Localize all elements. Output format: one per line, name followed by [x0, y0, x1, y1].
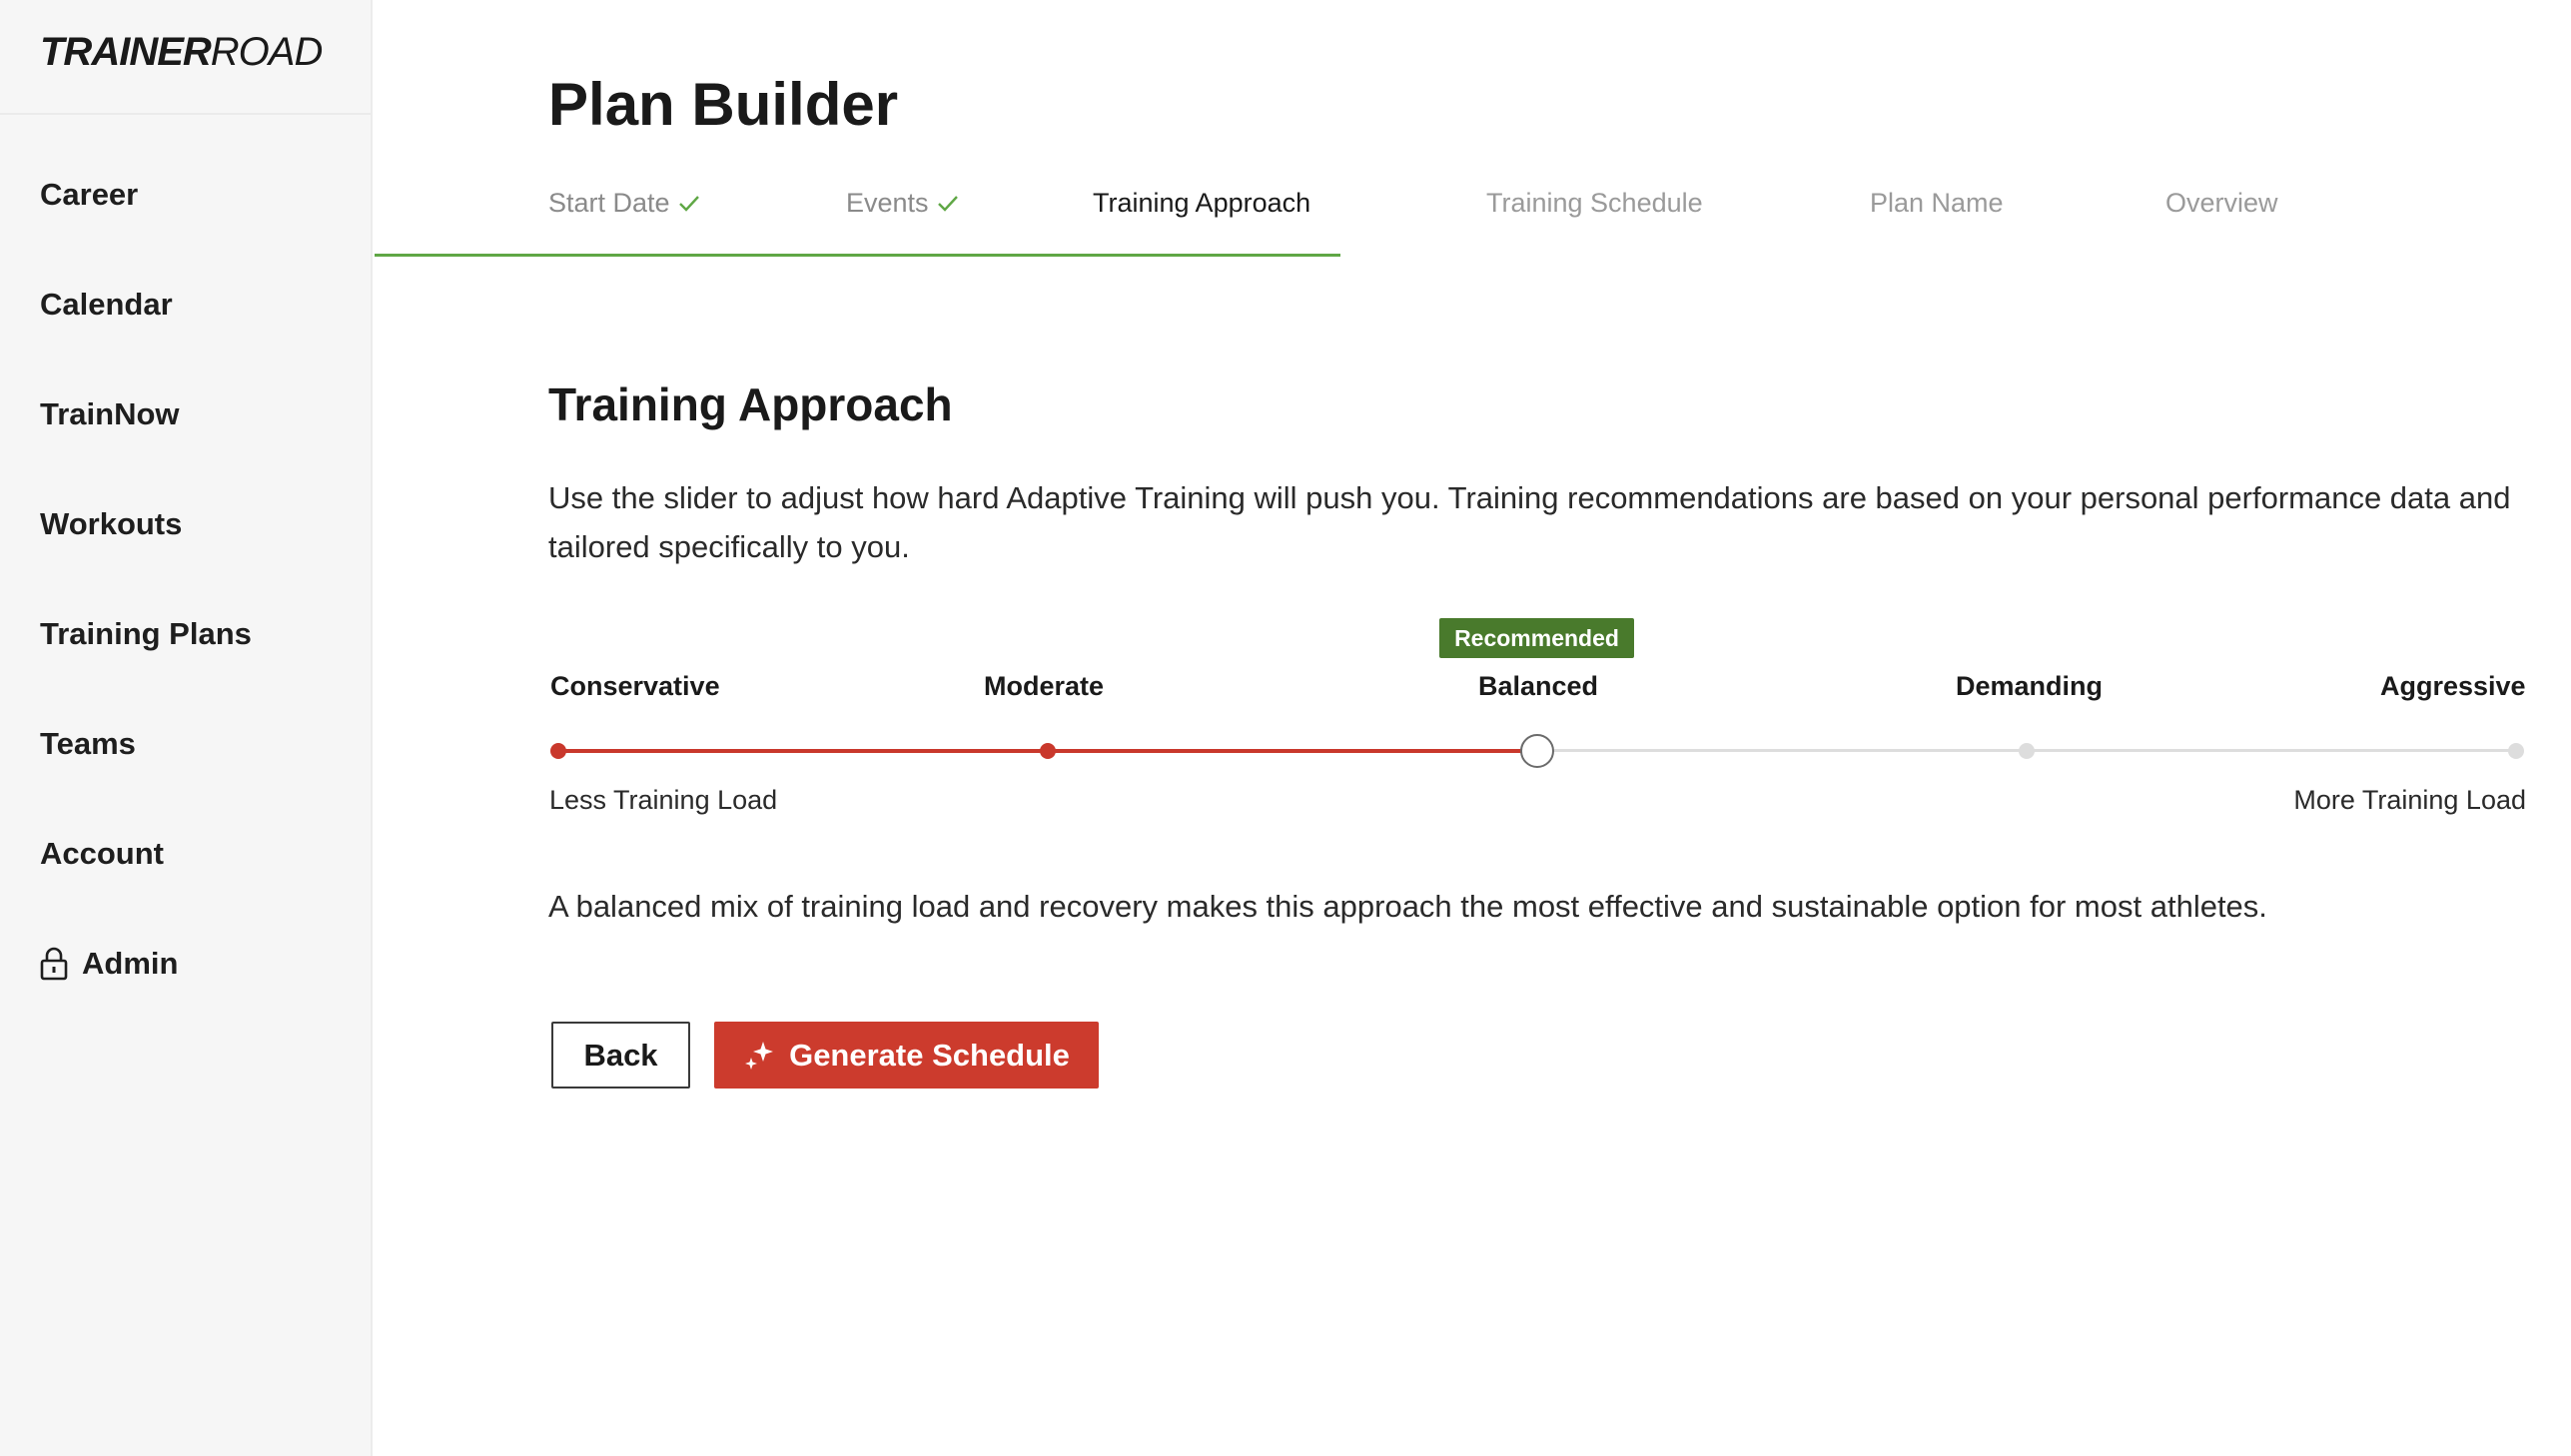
steps-progress-bar: [375, 254, 1340, 257]
check-icon: [937, 194, 959, 214]
slider-thumb[interactable]: [1520, 734, 1554, 768]
lock-icon: [40, 947, 68, 981]
sidebar-item-training-plans[interactable]: [0, 579, 371, 689]
generate-schedule-label: Generate Schedule: [789, 1037, 1070, 1073]
section-description: Use the slider to adjust how hard Adaptive Training will push you. Training recommendations are based on your personal performance data and tailored specifically to you.: [548, 480, 2511, 564]
sparkle-icon: [743, 1039, 777, 1073]
sidebar-item-label: Career: [40, 177, 139, 212]
slider-stop-demanding[interactable]: [2019, 743, 2035, 759]
step-overview[interactable]: [2165, 188, 2278, 219]
section-title: Training Approach: [548, 378, 953, 430]
slider-stop-conservative[interactable]: [550, 743, 566, 759]
slider-min-label: Less Training Load: [549, 785, 778, 815]
sidebar-item-label: Calendar: [40, 287, 173, 322]
slider-stop-aggressive[interactable]: [2508, 743, 2524, 759]
selected-approach-description: A balanced mix of training load and recovery makes this approach the most effective and sustainable option for most athletes.: [548, 889, 2267, 924]
sidebar-item-label: Account: [40, 836, 164, 871]
sidebar-item-label: Admin: [82, 946, 179, 981]
sidebar-item-teams[interactable]: [0, 689, 371, 799]
sidebar-item-trainnow[interactable]: [0, 360, 371, 469]
logo-light-text: ROAD: [210, 30, 323, 74]
slider-stop-moderate[interactable]: [1040, 743, 1056, 759]
plan-builder-steps: [375, 180, 2571, 260]
slider-max-label: More Training Load: [2293, 785, 2526, 815]
step-label: Training Approach: [1093, 188, 1311, 218]
generate-schedule-button[interactable]: [714, 1022, 1099, 1089]
sidebar-item-label: TrainNow: [40, 396, 180, 431]
level-label-moderate[interactable]: Moderate: [984, 671, 1105, 701]
level-label-conservative[interactable]: Conservative: [550, 671, 720, 701]
trainerroad-logo[interactable]: [40, 30, 322, 80]
sidebar-item-workouts[interactable]: [0, 469, 371, 579]
logo-divider: [0, 113, 371, 115]
step-events[interactable]: [846, 188, 959, 219]
level-label-balanced[interactable]: Balanced: [1478, 671, 1599, 701]
step-label: Events: [846, 188, 929, 218]
level-label-demanding[interactable]: Demanding: [1956, 671, 2104, 701]
step-training-approach[interactable]: [1093, 188, 1310, 219]
back-button[interactable]: Back: [551, 1022, 690, 1089]
sidebar-item-admin[interactable]: [0, 909, 371, 1019]
sidebar-item-label: Training Plans: [40, 616, 252, 651]
training-load-slider[interactable]: [548, 729, 2526, 773]
step-training-schedule[interactable]: [1486, 188, 1703, 219]
check-icon: [678, 194, 700, 214]
logo-bold-text: TRAINER: [40, 30, 211, 74]
step-label: Overview: [2165, 188, 2278, 218]
page-title: Plan Builder: [548, 71, 899, 138]
step-plan-name[interactable]: [1870, 188, 2004, 219]
sidebar: [0, 0, 373, 1456]
step-label: Plan Name: [1870, 188, 2004, 218]
sidebar-item-career[interactable]: [0, 140, 371, 250]
sidebar-nav: [0, 140, 371, 1019]
sidebar-item-account[interactable]: [0, 799, 371, 909]
step-start-date[interactable]: [548, 188, 700, 219]
sidebar-item-label: Teams: [40, 726, 136, 761]
level-label-aggressive[interactable]: Aggressive: [2380, 671, 2526, 701]
step-label: Start Date: [548, 188, 670, 218]
sidebar-item-calendar[interactable]: [0, 250, 371, 360]
recommended-badge: Recommended: [1439, 618, 1634, 658]
sidebar-item-label: Workouts: [40, 506, 183, 541]
step-label: Training Schedule: [1486, 188, 1703, 218]
